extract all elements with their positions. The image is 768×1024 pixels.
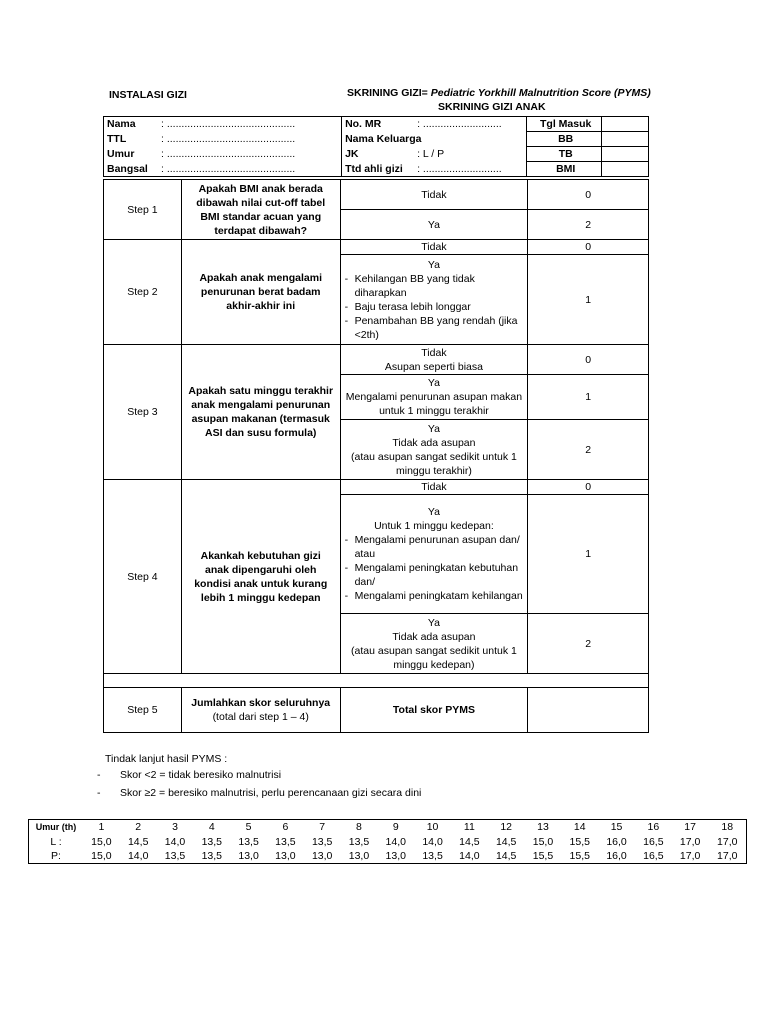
l-value-cell: 14,0 [422, 835, 443, 848]
subtitle: SKRINING GIZI ANAK [438, 101, 546, 113]
age-cell: 10 [414, 820, 451, 835]
step4-answer-ya-2 [340, 614, 528, 674]
followup-item-1: - Skor <2 = tidak beresiko malnutrisi [97, 769, 282, 781]
age-cell: 14 [561, 820, 598, 835]
step5-label: Step 5 [104, 688, 182, 733]
table-row [29, 849, 747, 864]
nomr-value[interactable]: : ........................... [417, 118, 502, 131]
step5-total-value[interactable] [528, 688, 649, 733]
step2-score-1: 1 [528, 255, 649, 345]
l-value-cell: 13,5 [348, 835, 370, 848]
step4-score-0: 0 [528, 480, 649, 495]
age-cell: 1 [83, 820, 120, 835]
bangsal-value[interactable]: : ............................................ [161, 162, 296, 175]
step3-tidak-sub: Asupan seperti biasa [384, 360, 483, 373]
nama-value[interactable]: : ............................................ [161, 118, 296, 131]
step3-answer-ya-1 [340, 375, 528, 420]
l-value-cell: 15,0 [532, 835, 554, 848]
p-value-cell: 13,5 [193, 849, 230, 864]
age-cell: 2 [120, 820, 157, 835]
step2-answer-tidak: Tidak [340, 240, 528, 255]
screening-prefix: SKRINING GIZI= [347, 87, 428, 99]
keluarga-label: Nama Keluarga [345, 133, 422, 145]
l-value-cell: 13,5 [201, 835, 222, 848]
step4-ya2-sub2: (atau asupan sangat sedikit untuk 1 minggu kedepan) [351, 644, 517, 671]
bb-value[interactable] [602, 132, 649, 147]
bb-label: BB [527, 132, 602, 147]
jk-cell [342, 147, 527, 162]
table-row [29, 835, 747, 849]
step4-label: Step 4 [104, 480, 182, 674]
step4-ya1-label: Ya [427, 506, 440, 518]
step3-answer-tidak [340, 345, 528, 375]
followup-title: Tindak lanjut hasil PYMS : [105, 753, 228, 765]
p-value-cell: 15,0 [83, 849, 120, 864]
p-value-cell: 16,0 [598, 849, 635, 864]
l-value-cell: 13,5 [275, 835, 296, 848]
bmi-reference-table [28, 819, 747, 864]
step1-answer-tidak: Tidak [340, 180, 528, 210]
l-value-cell: 15,0 [91, 835, 112, 848]
age-header-label: Umur (th) [29, 820, 84, 835]
bmi-label: BMI [527, 162, 602, 177]
list-item: - Penambahan BB yang rendah (jika <2th) [343, 314, 526, 342]
step4-score-1: 1 [528, 495, 649, 614]
step5-question [181, 688, 340, 733]
step3-question: Apakah satu minggu terakhir anak mengalami penurunan asupan makanan (termasuk ASI dan susu formula) [181, 345, 340, 480]
list-item: - Mengalami peningkatam kehilangan [343, 589, 526, 603]
step3-answer-ya-2 [340, 420, 528, 480]
umur-label: Umur [107, 148, 135, 160]
p-value-cell: 15,5 [561, 849, 598, 864]
step5-total-label: Total skor PYMS [340, 688, 528, 733]
age-cell: 5 [230, 820, 267, 835]
nomr-label: No. MR [345, 118, 382, 131]
l-value-cell: 16,5 [643, 835, 664, 848]
step5-question-sub: (total dari step 1 – 4) [212, 711, 309, 723]
list-item: - Kehilangan BB yang tidak diharapkan [343, 272, 526, 300]
p-value-cell: 17,0 [672, 849, 709, 864]
l-value-cell: 13,5 [311, 835, 333, 848]
umur-value[interactable]: : ............................................ [161, 148, 296, 160]
age-cell: 13 [525, 820, 562, 835]
list-item: - Mengalami peningkatan kebutuhan dan/ [343, 561, 526, 589]
l-value-cell: 14,5 [495, 835, 517, 848]
step4-ya1-list [343, 533, 526, 603]
p-value-cell: 15,5 [525, 849, 562, 864]
followup-item-2-text: Skor ≥2 = beresiko malnutrisi, perlu perencanaan gizi secara dini [120, 787, 422, 799]
ttl-cell [104, 132, 342, 147]
age-cell: 7 [304, 820, 341, 835]
step4-answer-tidak: Tidak [340, 480, 528, 495]
p-value-cell: 14,0 [120, 849, 157, 864]
step4-ya1-sub: Untuk 1 minggu kedepan: [374, 520, 494, 532]
l-label: L : [29, 835, 84, 849]
table-row [29, 820, 747, 835]
step3-label: Step 3 [104, 345, 182, 480]
age-cell: 9 [377, 820, 414, 835]
p-value-cell: 13,0 [377, 849, 414, 864]
l-value-cell: 17,0 [709, 835, 747, 849]
p-value-cell: 13,0 [341, 849, 378, 864]
age-cell: 4 [193, 820, 230, 835]
l-value-cell: 14,5 [459, 835, 480, 848]
p-value-cell: 13,0 [267, 849, 304, 864]
keluarga-cell [342, 132, 527, 147]
p-value-cell: 13,5 [157, 849, 194, 864]
p-value-cell: 17,0 [709, 849, 747, 864]
ttd-cell [342, 162, 527, 177]
l-value-cell: 16,0 [606, 835, 627, 848]
jk-label: JK [345, 148, 359, 160]
step4-ya2-label: Ya [427, 616, 440, 629]
step1-score-2: 2 [528, 210, 649, 240]
age-cell: 16 [635, 820, 672, 835]
ttl-value[interactable]: : ............................................ [161, 133, 296, 145]
step3-ya1-label: Ya [427, 377, 440, 389]
l-value-cell: 14,0 [164, 835, 186, 848]
step3-ya2-label: Ya [427, 422, 440, 435]
spacer-row [104, 674, 649, 688]
l-value-cell: 15,5 [569, 835, 590, 848]
p-value-cell: 14,5 [488, 849, 525, 864]
p-value-cell: 14,0 [451, 849, 488, 864]
p-value-cell: 13,5 [414, 849, 451, 864]
step2-ya-label: Ya [427, 258, 440, 271]
step3-ya2-sub2: (atau asupan sangat sedikit untuk 1 minggu terakhir) [351, 450, 517, 477]
step3-tidak-label: Tidak [421, 346, 447, 359]
followup-item-1-text: Skor <2 = tidak beresiko malnutrisi [120, 769, 282, 781]
step3-score-2: 2 [528, 420, 649, 480]
age-cell: 6 [267, 820, 304, 835]
step1-answer-ya: Ya [340, 210, 528, 240]
screening-title [347, 87, 651, 99]
ttd-value[interactable]: : ........................... [417, 162, 502, 175]
bangsal-label: Bangsal [107, 162, 148, 175]
step4-question: Akankah kebutuhan gizi anak dipengaruhi oleh kondisi anak untuk kurang lebih 1 minggu kedepan [181, 480, 340, 674]
step4-score-2: 2 [528, 614, 649, 674]
p-value-cell: 16,5 [635, 849, 672, 864]
nomr-cell [342, 117, 527, 132]
age-cell: 3 [157, 820, 194, 835]
l-value-cell: 14,5 [127, 835, 149, 848]
list-item: - Baju terasa lebih longgar [343, 300, 526, 314]
ttd-label: Ttd ahli gizi [345, 162, 403, 175]
step4-ya2-sub1: Tidak ada asupan [392, 630, 476, 643]
followup-item-2: - Skor ≥2 = beresiko malnutrisi, perlu perencanaan gizi secara dini [97, 787, 422, 799]
nama-cell [104, 117, 342, 132]
l-value-cell: 13,5 [238, 835, 259, 848]
step3-ya2-sub1: Tidak ada asupan [392, 436, 476, 449]
tgl-masuk-label: Tgl Masuk [527, 117, 602, 132]
step1-question: Apakah BMI anak berada dibawah nilai cut-off tabel BMI standar acuan yang terdapat dibawah? [181, 180, 340, 240]
step2-answer-ya [340, 255, 528, 345]
step2-label: Step 2 [104, 240, 182, 345]
step3-score-0: 0 [528, 345, 649, 375]
jk-value[interactable]: : L / P [417, 148, 445, 160]
step3-ya1-sub: Mengalami penurunan asupan makan untuk 1 minggu terakhir [345, 391, 523, 417]
age-cell: 15 [598, 820, 635, 835]
l-value-cell: 17,0 [679, 835, 701, 848]
age-cell: 17 [672, 820, 709, 835]
institution-title: INSTALASI GIZI [109, 89, 187, 101]
step5-question-text: Jumlahkan skor seluruhnya [191, 697, 331, 709]
tb-value[interactable] [602, 147, 649, 162]
bmi-value[interactable] [602, 162, 649, 177]
step2-question: Apakah anak mengalami penurunan berat badam akhir-akhir ini [181, 240, 340, 345]
screening-name: Pediatric Yorkhill Malnutrition Score (PYMS) [430, 87, 651, 99]
tgl-masuk-value[interactable] [602, 117, 649, 132]
step2-ya-list [343, 272, 526, 342]
p-label: P: [29, 849, 84, 864]
p-value-cell: 13,0 [230, 849, 267, 864]
tb-label: TB [527, 147, 602, 162]
age-cell: 18 [709, 820, 747, 835]
nama-label: Nama [107, 118, 136, 131]
ttl-label: TTL [107, 133, 127, 145]
l-value-cell: 14,0 [385, 835, 406, 848]
steps-table [103, 179, 649, 733]
age-cell: 11 [451, 820, 488, 835]
step1-score-0: 0 [528, 180, 649, 210]
step1-label: Step 1 [104, 180, 182, 240]
step2-score-0: 0 [528, 240, 649, 255]
step3-score-1: 1 [528, 375, 649, 420]
age-cell: 8 [341, 820, 378, 835]
bangsal-cell [104, 162, 342, 177]
patient-info-table [103, 116, 649, 177]
age-cell: 12 [488, 820, 525, 835]
umur-cell [104, 147, 342, 162]
step4-answer-ya-1 [340, 495, 528, 614]
list-item: - Mengalami penurunan asupan dan/ atau [343, 533, 526, 561]
p-value-cell: 13,0 [304, 849, 341, 864]
